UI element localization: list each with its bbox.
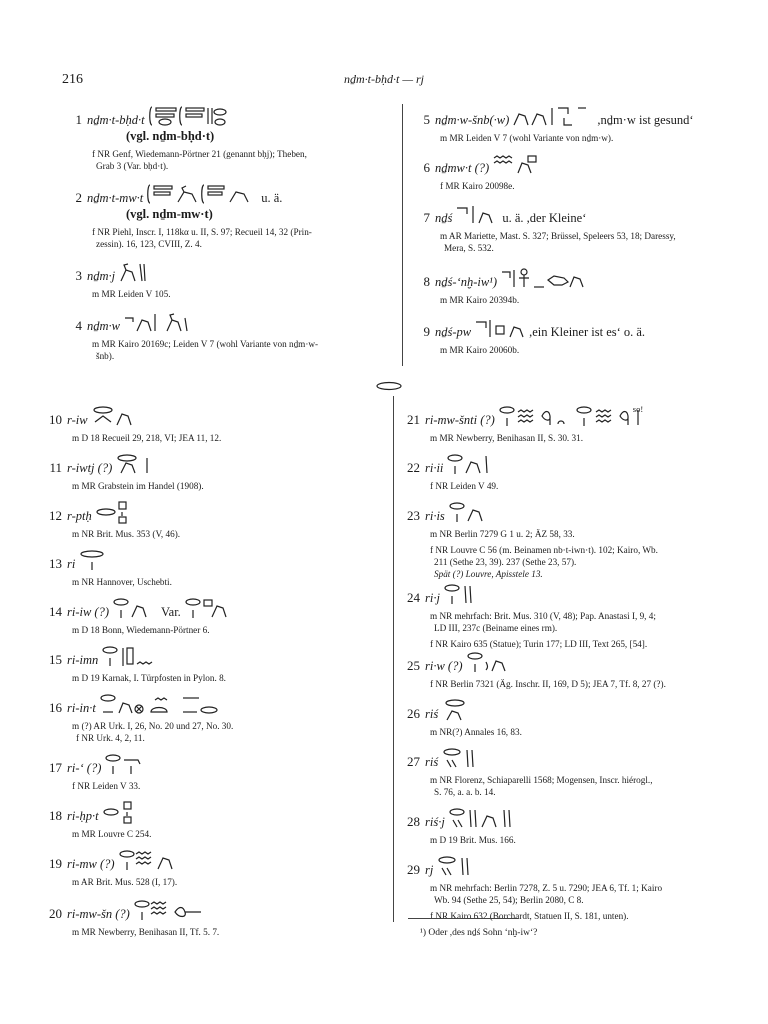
entry-number: 23 [407, 508, 420, 523]
page-number: 216 [62, 72, 83, 87]
hieroglyph-mouth-bird-stack [441, 698, 473, 722]
entry-16 [42, 692, 382, 744]
entry-4 [62, 310, 397, 362]
reference-line: zessin). 16, 123, CVIII, Z. 4. [96, 239, 202, 249]
hieroglyph-village-group [99, 692, 219, 716]
reference-line: m NR Berlin 7279 G 1 u. 2; ÄZ 58, 33. [430, 529, 575, 539]
hieroglyph-bird-pair [123, 310, 193, 334]
reference-line: f NR Piehl, Inscr. I, 118kα u. II, S. 97; Recueil 14, 32 (Prin- [92, 227, 312, 237]
entry-24 [400, 582, 730, 650]
reference-line: m NR(?) Annales 16, 83. [430, 727, 522, 737]
entry-20 [42, 898, 382, 938]
hieroglyph-cartouche-stack [148, 104, 228, 128]
entry-22 [400, 452, 730, 492]
reference-line: šnb). [96, 351, 115, 361]
reference-line: m (?) AR Urk. I, 26, No. 20 und 27, No. 30. [72, 721, 234, 731]
reference-line: m D 19 Brit. Mus. 166. [430, 835, 516, 845]
entry-8 [410, 266, 710, 306]
entry-9 [410, 316, 710, 356]
reference-line: m MR Newberry, Benihasan II, S. 30. 31. [430, 433, 584, 443]
transliteration: ri-‘ (?) [67, 761, 102, 775]
entry-19 [42, 848, 382, 888]
hieroglyph-mouth-reed-water [101, 644, 157, 668]
entry-number: 12 [49, 508, 62, 523]
hieroglyph-mouth-bird-small [466, 650, 510, 674]
hieroglyph-water-pot [492, 152, 538, 176]
entry-3 [62, 260, 397, 300]
entry-number: 22 [407, 460, 420, 475]
entry-number: 17 [49, 760, 62, 775]
entry-number: 6 [423, 160, 430, 175]
entry-26 [400, 698, 730, 738]
entry-number: 10 [49, 412, 62, 427]
reference-line: m NR Hannover, Uschebti. [72, 577, 172, 587]
entry-18 [42, 800, 382, 840]
entry-number: 5 [423, 112, 430, 127]
reference-line: m MR Kairo 20394b. [440, 295, 520, 305]
entry-gloss: ,nḏm·w ist gesund‘ [597, 113, 694, 127]
entry-number: 7 [423, 210, 430, 225]
transliteration: riś·j [425, 815, 445, 829]
entry-number: 15 [49, 652, 62, 667]
hieroglyph-mouth-water-loop [498, 404, 648, 428]
reference-line: m MR Louvre C 254. [72, 829, 152, 839]
entry-number: 4 [75, 318, 82, 333]
hieroglyph-small-bird [455, 202, 497, 226]
transliteration: ri-in·t [67, 701, 96, 715]
hieroglyph-mouth-bird-reed [446, 452, 494, 476]
entry-number: 1 [75, 112, 82, 127]
transliteration: riś [425, 755, 439, 769]
transliteration: nḏś-pw [435, 325, 472, 339]
hieroglyph-mouth-strokes-reeds [436, 854, 480, 878]
transliteration: ri-iw (?) [67, 605, 110, 619]
reference-line: m NR mehrfach: Brit. Mus. 310 (V, 48); Pap. Anastasi I, 9, 4; [430, 611, 656, 621]
transliteration: r-iwtj (?) [67, 461, 113, 475]
footnote: ¹) Oder ,des nḏś Sohn ‘nḫ-iw‘? [420, 928, 538, 938]
reference-line: m MR Newberry, Benihasan II, Tf. 5. 7. [72, 927, 220, 937]
reference-line: f NR Louvre C 56 (m. Beinamen nb·t-iwn·t). 102; Kairo, Wb. [430, 545, 658, 555]
entry-number: 14 [49, 604, 62, 619]
transliteration: r-iw [67, 413, 88, 427]
entry-25 [400, 650, 730, 690]
section-separator [376, 378, 402, 396]
reference-line: Mera, S. 532. [444, 243, 494, 253]
hieroglyph-mouth-reeds-bird [448, 806, 518, 830]
entry-gloss: u. ä. ,der Kleine‘ [502, 211, 587, 225]
entry-number: 26 [407, 706, 420, 721]
entry-number: 8 [423, 274, 430, 289]
reference-line: m MR Kairo 20169c; Leiden V 7 (wohl Variante von nḏm·w- [92, 339, 319, 349]
hieroglyph-mouth-box-stack [102, 800, 138, 824]
entry-number: 21 [407, 412, 420, 427]
entry-11 [42, 452, 382, 492]
entry-number: 20 [49, 906, 62, 921]
entry-number: 27 [407, 754, 420, 769]
entry-number: 25 [407, 658, 420, 673]
entry-number: 19 [49, 856, 62, 871]
hieroglyph-mouth [78, 548, 106, 572]
entry-14 [42, 596, 382, 636]
entry-5 [410, 104, 710, 144]
reference-line: Wb. 94 (Sethe 25, 54); Berlin 2080, C 8. [434, 895, 584, 905]
transliteration: ri·j [425, 591, 440, 605]
entry-17 [42, 752, 382, 792]
hieroglyph-ankh-group [500, 266, 590, 290]
hieroglyph-bird-stroke [115, 452, 155, 476]
reference-line: m MR Leiden V 7 (wohl Variante von nḏm·w). [440, 133, 614, 143]
entry-12 [42, 500, 382, 540]
hieroglyph-mouth-strokes-reeds [441, 746, 485, 770]
entry-gloss: ,ein Kleiner ist es‘ o. ä. [529, 325, 646, 339]
transliteration: nḏm·w-šnb(·w) [435, 113, 510, 127]
reference-line: f NR Kairo 635 (Statue); Turin 177; LD III, Text 265, [54]. [430, 639, 648, 649]
entry-10 [42, 404, 382, 444]
entry-number: 16 [49, 700, 62, 715]
entry-2 [62, 182, 397, 250]
entry-29 [400, 854, 730, 922]
hieroglyph-bird-water [512, 104, 592, 128]
transliteration: nḏś-‘nḫ-iw¹) [435, 275, 498, 289]
transliteration: ri-mw-šn (?) [67, 907, 130, 921]
reference-line: f NR Berlin 7321 (Äg. Inschr. II, 169, D 5); JEA 7, Tf. 8, 27 (?). [430, 679, 666, 689]
column-divider-top [402, 104, 403, 366]
entry-7 [410, 202, 710, 254]
reference-line: f NR Genf, Wiedemann-Pörtner 21 (genannt bḥj); Theben, [92, 149, 307, 159]
transliteration: nḏm·t-mw·t [87, 191, 144, 205]
entry-28 [400, 806, 730, 846]
entry-number: 3 [75, 268, 82, 283]
hieroglyph-mouth-reeds [443, 582, 483, 606]
cross-reference: (vgl. nḏm-mw·t) [126, 207, 213, 221]
reference-line: m MR Leiden V 105. [92, 289, 171, 299]
transliteration: ri·is [425, 509, 445, 523]
transliteration: ri-imn [67, 653, 99, 667]
hieroglyph-mouth-water-rope [133, 898, 205, 922]
reference-line: Grab 3 (Var. bḥd·t). [96, 161, 169, 171]
entry-21 [400, 404, 730, 444]
reference-line: m NR mehrfach: Berlin 7278, Z. 5 u. 7290; JEA 6, Tf. 1; Kairo [430, 883, 663, 893]
transliteration: ri-ḥp·t [67, 809, 99, 823]
entry-23 [400, 500, 730, 580]
reference-line: m D 18 Recueil 29, 218, VI; JEA 11, 12. [72, 433, 222, 443]
reference-line: m MR Grabstein im Handel (1908). [72, 481, 204, 491]
reference-line: LD III, 237c (Beiname eines rm). [434, 623, 558, 633]
entry-gloss: Var. [161, 605, 181, 619]
hieroglyph-small-box [474, 316, 524, 340]
hieroglyph-cartouche-bird [146, 182, 256, 206]
hieroglyph-mouth-arm [104, 752, 144, 776]
entry-6 [410, 152, 710, 192]
transliteration: nḏmw·t (?) [435, 161, 490, 175]
transliteration: ri [67, 557, 76, 571]
hieroglyph-mouth-bird-var [112, 596, 156, 620]
hieroglyph-mouth-bird [448, 500, 492, 524]
sic-annotation: so! [632, 404, 644, 414]
reference-line: f NR Urk. 4, 2, 11. [76, 733, 145, 743]
entry-number: 18 [49, 808, 62, 823]
reference-line: Spät (?) Louvre, Apisstele 13. [434, 569, 543, 579]
hieroglyph-mouth-water-bird [118, 848, 174, 872]
reference-line: f NR Leiden V 49. [430, 481, 499, 491]
reference-line: f MR Kairo 20098e. [440, 181, 515, 191]
entry-gloss: u. ä. [261, 191, 283, 205]
hieroglyph-mouth-bird [91, 404, 139, 428]
transliteration: ri-mw-šnti (?) [425, 413, 495, 427]
reference-line: m AR Mariette, Mast. S. 327; Brüssel, Speleers 53, 18; Daressy, [440, 231, 676, 241]
entry-27 [400, 746, 730, 798]
transliteration: ri·ii [425, 461, 444, 475]
entry-number: 24 [407, 590, 420, 605]
cross-reference: (vgl. nḏm-bḥd·t) [126, 129, 215, 143]
transliteration: nḏś [435, 211, 453, 225]
entry-number: 9 [423, 324, 430, 339]
reference-line: m MR Kairo 20060b. [440, 345, 520, 355]
reference-line: m D 18 Bonn, Wiedemann-Pörtner 6. [72, 625, 210, 635]
reference-line: m NR Brit. Mus. 353 (V, 46). [72, 529, 181, 539]
entry-number: 29 [407, 862, 420, 877]
transliteration: ri·w (?) [425, 659, 463, 673]
reference-line: m NR Florenz, Schiaparelli 1568; Mogensen, Inscr. hiérogl., [430, 775, 653, 785]
transliteration: nḏm·j [87, 269, 116, 283]
hieroglyph-bird-reed [118, 260, 148, 284]
entry-number: 13 [49, 556, 62, 571]
reference-line: 211 (Sethe 23, 39). 237 (Sethe 23, 57). [434, 557, 577, 567]
entry-number: 11 [49, 460, 62, 475]
entry-1 [62, 104, 397, 172]
reference-line: f NR Leiden V 33. [72, 781, 141, 791]
transliteration: nḏm·w [87, 319, 120, 333]
transliteration: riś [425, 707, 439, 721]
column-divider-bottom [393, 396, 394, 922]
reference-line: S. 76, a. a. b. 14. [434, 787, 496, 797]
footnote-rule [408, 918, 518, 919]
reference-line: m D 19 Karnak, I. Türpfosten in Pylon. 8. [72, 673, 226, 683]
transliteration: nḏm·t-bḥd·t [87, 113, 145, 127]
transliteration: rj [425, 863, 434, 877]
reference-line: m AR Brit. Mus. 528 (I, 17). [72, 877, 178, 887]
running-head: nḏm·t-bḥd·t — rj [343, 72, 424, 86]
transliteration: r-ptḥ [67, 509, 92, 523]
reference-line: f NR Kairo 632 (Borchardt, Statuen II, S. 181, unten). [430, 911, 629, 921]
hieroglyph-mouth-box [95, 500, 135, 524]
transliteration: ri-mw (?) [67, 857, 115, 871]
entry-15 [42, 644, 382, 684]
entry-13 [42, 548, 382, 588]
entry-number: 2 [75, 190, 82, 205]
hieroglyph-box-bird [184, 596, 230, 620]
entry-number: 28 [407, 814, 420, 829]
